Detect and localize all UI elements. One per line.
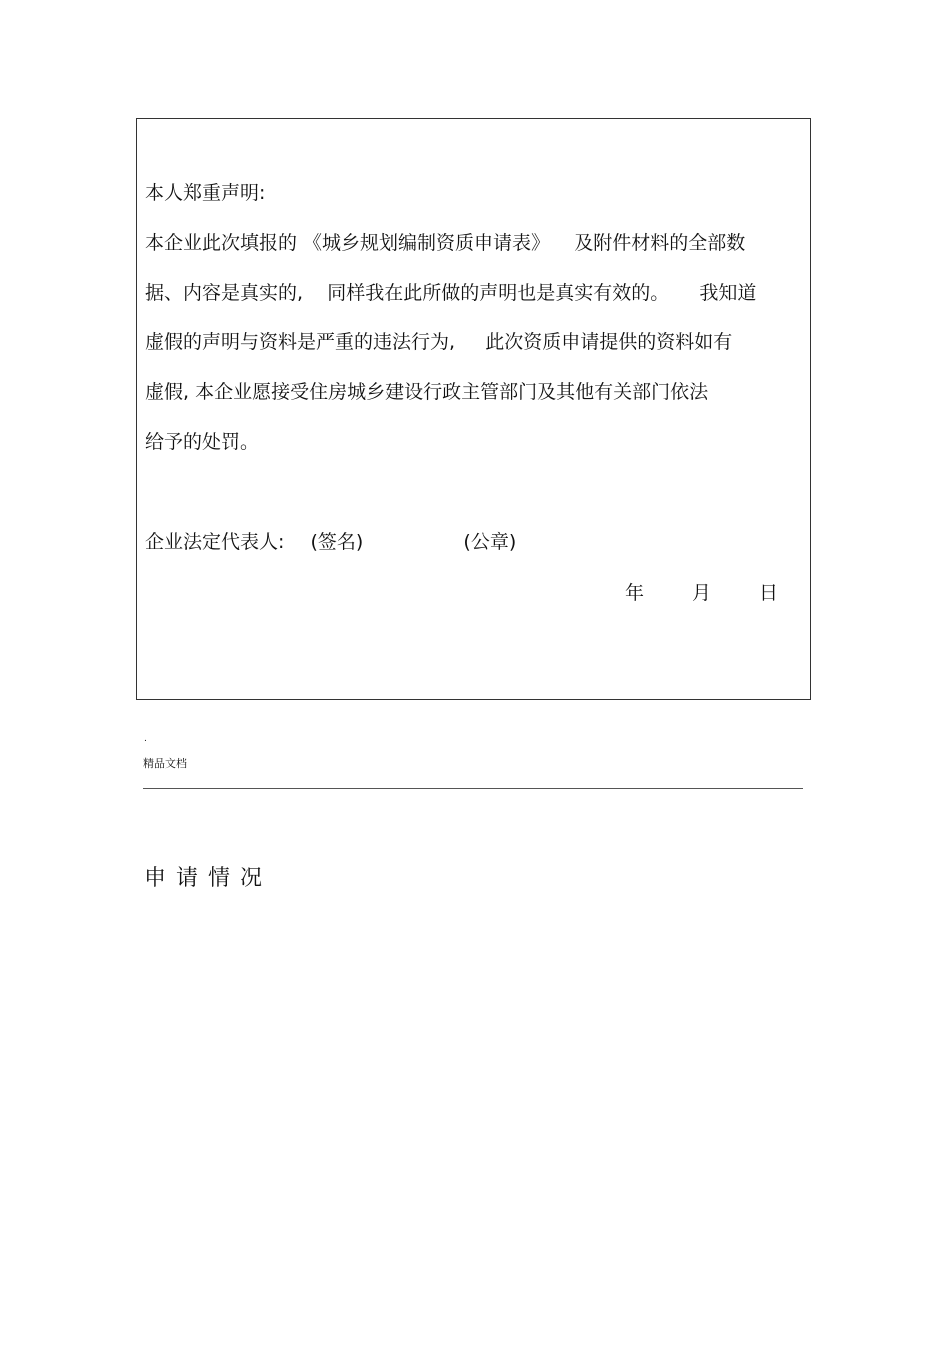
date-day: 日 (759, 582, 779, 604)
declaration-line-2 (145, 281, 756, 305)
signature-label: 企业法定代表人: (145, 531, 285, 553)
declaration-line-2-text: 据、内容是真实的, 同样我在此所做的声明也是真实有效的。 我知道 (145, 282, 757, 304)
declaration-line-1 (145, 231, 745, 255)
declaration-line-1-text: 本企业此次填报的 《城乡规划编制资质申请表》 及附件材料的全部数 (145, 232, 746, 254)
declaration-heading-text: 本人郑重声明: (145, 182, 266, 204)
declaration-box (136, 118, 811, 700)
declaration-line-4-text: 虚假, 本企业愿接受住房城乡建设行政主管部门及其他有关部门依法 (145, 381, 709, 403)
date-month: 月 (692, 582, 712, 604)
footer-divider (143, 788, 803, 789)
declaration-line-3 (145, 330, 732, 354)
footer-dot: . (144, 734, 147, 744)
signature-field: (签名) (310, 531, 364, 553)
section-title: 申请情况 (144, 866, 273, 891)
date-year: 年 (625, 582, 645, 604)
declaration-line-5 (145, 430, 259, 454)
footer-label: 精品文档 (143, 757, 187, 770)
signature-row (145, 530, 516, 554)
declaration-heading (145, 181, 265, 205)
declaration-line-4 (145, 380, 708, 404)
seal-field: (公章) (463, 531, 517, 553)
declaration-line-5-text: 给予的处罚。 (145, 431, 260, 453)
declaration-line-3-text: 虚假的声明与资料是严重的违法行为, 此次资质申请提供的资料如有 (145, 331, 733, 353)
